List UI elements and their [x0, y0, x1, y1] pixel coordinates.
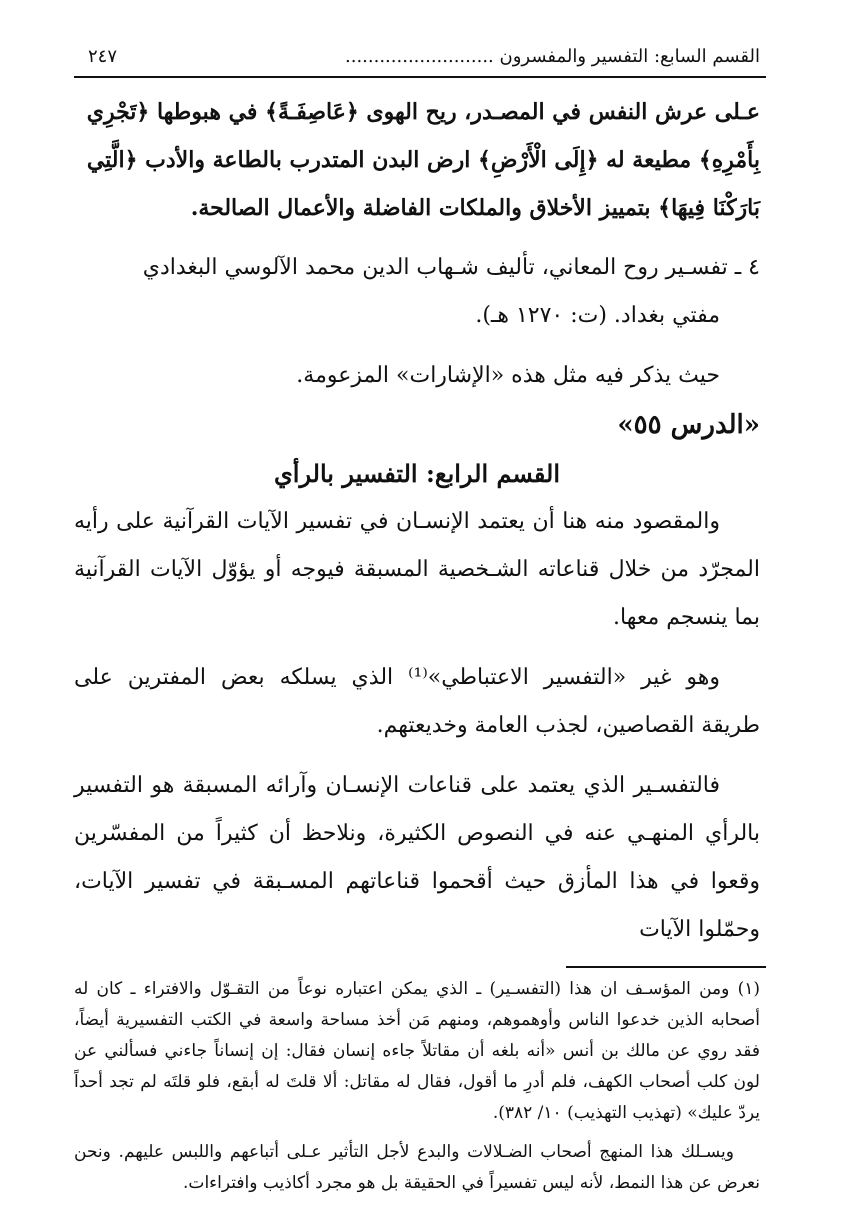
main-text — [74, 88, 760, 954]
footnote-1: (١) ومن المؤسـف ان هذا (التفسـير) ـ الذي يمكن اعتباره نوعاً من التقـوّل والافتراء ـ كان له أصحابه الذين خدعوا الناس وأوهموهم، ومنهم مَن أخذ مساحة واسعة في الكتب التفسيرية أيضاً، فقد روي عن مالك بن أنس «أنه بلغه أن مقاتلاً جاءه إنسان فقال: إن إنساناً جاءني فسألني عن لون كلب أصحاب الكهف، فلم أدرِ ما أقول، فقال له مقاتل: ألا قلتَ له أبقع، فلو قلتَه لم تجد أحداً يردّ عليك» (تهذيب التهذيب) ١٠/ ٣٨٢). — [74, 979, 760, 1123]
lesson-label: «الدرس ٥٥» — [617, 410, 760, 440]
paragraph-3: فالتفسـير الذي يعتمد على قناعات الإنسـان وآرائه المسبقة هو التفسير بالرأي المنهـي عنه في النصوص الكثيرة، ونلاحظ أن كثيراً من المفسّرين وقعوا في هذا المأزق حيث أقحموا قناعاتهم المسـبقة في تفسير الآيات، وحمّلوا الآيات — [74, 773, 760, 942]
footnote-rule — [566, 966, 766, 968]
continuation-line-3: بَارَكْنَا فِيهَا﴾ بتمييز الأخلاق والملكات الفاضلة والأعمال الصالحة. — [190, 195, 760, 221]
page-number: ٢٤٧ — [88, 46, 118, 67]
running-title: القسم السابع: التفسير والمفسرون .......................... — [345, 46, 760, 67]
spacer — [74, 750, 760, 762]
section-title: القسم الرابع: التفسير بالرأي — [273, 459, 561, 488]
page-header — [88, 30, 760, 70]
item-4-line-1: ٤ ـ تفسـير روح المعاني، تأليف شـهاب الدين محمد الآلوسي البغدادي — [142, 255, 760, 280]
spacer — [74, 232, 760, 244]
spacer — [74, 340, 760, 352]
spacer — [74, 642, 760, 654]
footnote-1-continued: ويسـلك هذا المنهج أصحاب الضـلالات والبدع لأجل التأثير عـلى أتباعهم واللبس عليهم. ونحن نعرض عن هذا النمط، لأنه ليس تفسيراً في الحقيقة بل هو مجرد أكاذيب وافتراءات. — [74, 1142, 760, 1193]
header-rule — [74, 76, 766, 78]
paragraph-1: والمقصود منه هنا أن يعتمد الإنسـان في تفسير الآيات القرآنية على رأيه المجرّد من خلال قناعاته الشـخصية المسبقة فيوجه أو يؤوّل الآيات القرآنية بما ينسجم معها. — [74, 509, 760, 630]
footnotes — [74, 974, 760, 1199]
item-4-line-2: مفتي بغداد. (ت: ١٢٧٠ هـ). — [475, 303, 720, 328]
continuation-line-2: بِأَمْرِهِ﴾ مطيعة له ﴿إِلَى الْأَرْضِ﴾ ارض البدن المتدرب بالطاعة والأدب ﴿الَّتِي — [86, 147, 760, 173]
paragraph-2: وهو غير «التفسير الاعتباطي»⁽¹⁾ الذي يسلكه بعض المفترين على طريقة القصاصين، لجذب العامة وخديعتهم. — [74, 665, 760, 738]
note-line: حيث يذكر فيه مثل هذه «الإشارات» المزعومة. — [296, 363, 720, 388]
continuation-line-1: عـلى عرش النفس في المصـدر، ريح الهوى ﴿عَاصِفَـةً﴾ في هبوطها ﴿تَجْرِي — [86, 99, 760, 125]
